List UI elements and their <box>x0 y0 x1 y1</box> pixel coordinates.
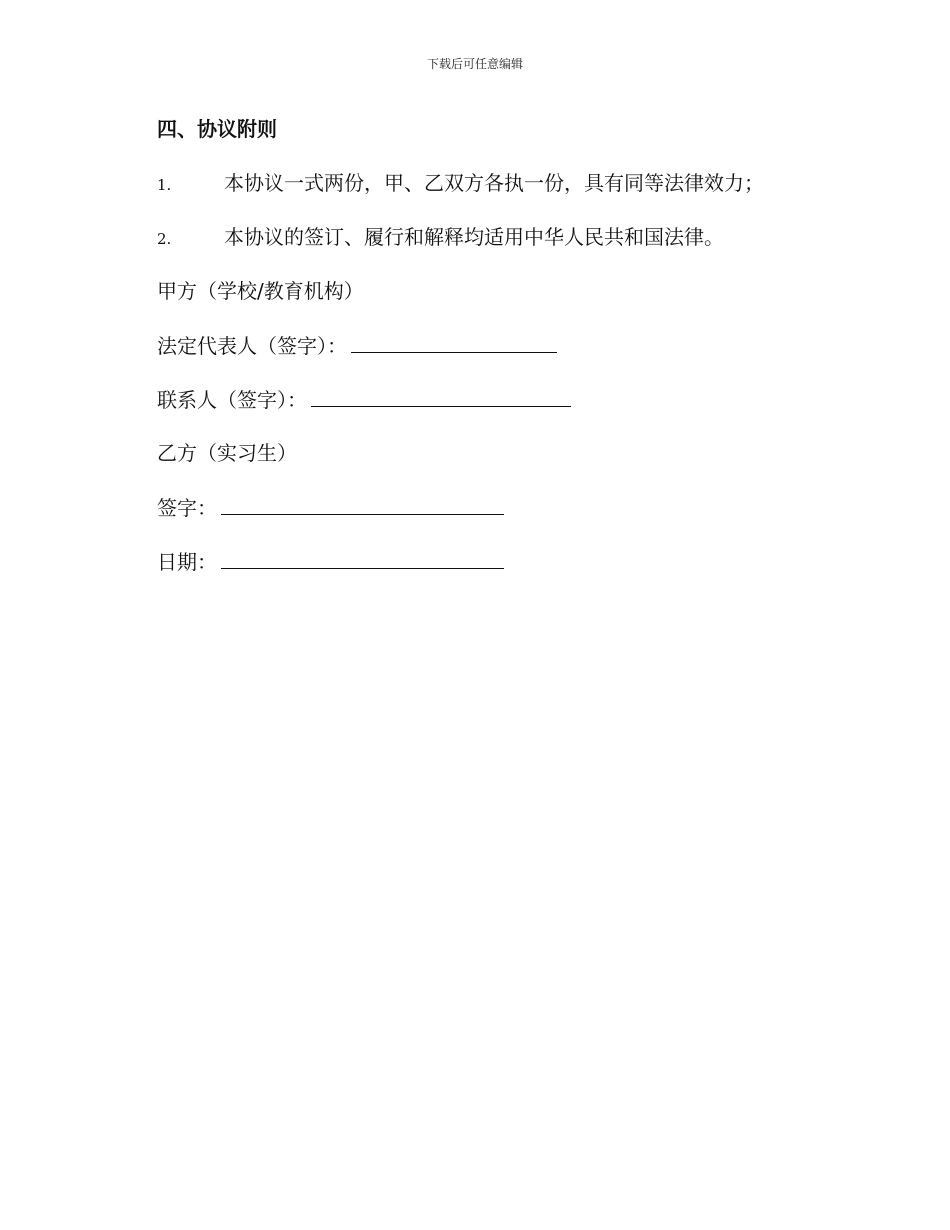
clause-text: 本协议一式两份，甲、乙双方各执一份，具有同等法律效力； <box>224 171 764 195</box>
signature-label: 签字： <box>157 496 217 520</box>
legal-rep-signature-blank[interactable] <box>351 330 557 353</box>
legal-rep-label: 法定代表人（签字）： <box>157 334 347 358</box>
header-note: 下载后可任意编辑 <box>426 57 523 71</box>
party-b-title: 乙方（实习生） <box>157 441 297 465</box>
contact-signature-row <box>157 384 837 438</box>
clause-number: 1. <box>157 176 172 194</box>
clause-text: 本协议的签订、履行和解释均适用中华人民共和国法律。 <box>224 225 724 249</box>
legal-rep-signature-row <box>157 330 837 384</box>
clause-2 <box>157 222 837 276</box>
date-blank[interactable] <box>221 546 504 569</box>
party-a-title: 甲方（学校/教育机构） <box>157 279 364 303</box>
date-label: 日期： <box>157 550 217 574</box>
party-b-signature-row <box>157 492 837 546</box>
section-title: 四、协议附则 <box>157 117 277 141</box>
clause-number: 2. <box>157 230 172 248</box>
date-row <box>157 546 837 600</box>
signature-blank[interactable] <box>221 492 504 515</box>
clause-1 <box>157 168 837 222</box>
contact-signature-blank[interactable] <box>311 384 571 407</box>
document-body <box>157 114 837 600</box>
contact-label: 联系人（签字）： <box>157 388 307 412</box>
